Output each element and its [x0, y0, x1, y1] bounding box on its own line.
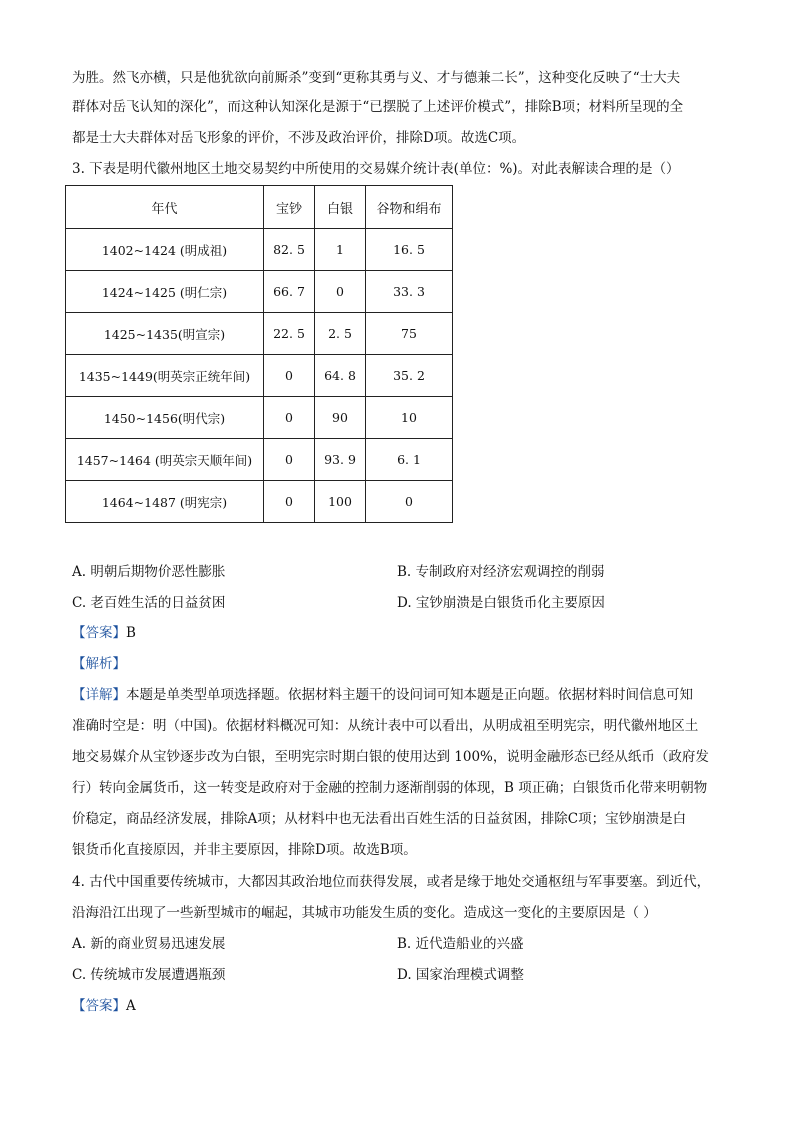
- q3-stem: 3. 下表是明代徽州地区土地交易契约中所使用的交易媒介统计表(单位：%)。对此表解读合理的是（）: [72, 161, 680, 177]
- table-cell: 82. 5: [264, 229, 315, 271]
- q3-detail-line-3: 地交易媒介从宝钞逐步改为白银，至明宪宗时期白银的使用达到 100%，说明金融形态已经从纸币（政府发: [72, 749, 709, 765]
- table-cell: 90: [315, 397, 366, 439]
- table-row: [66, 481, 453, 523]
- q4-stem-line-1: 4. 古代中国重要传统城市，大都因其政治地位而获得发展，或者是缘于地处交通枢纽与军事要塞。到近代，: [72, 874, 711, 890]
- q3-detail-line-1: [72, 685, 693, 705]
- q3-option-d: D. 宝钞崩溃是白银货币化主要原因: [397, 595, 605, 611]
- header-cell: 谷物和绢布: [366, 186, 453, 229]
- analysis-tag: 【解析】: [72, 656, 126, 672]
- table-row: [66, 397, 453, 439]
- q3-detail-line-5: 价稳定，商品经济发展，排除A项；从材料中也无法看出百姓生活的日益贫困，排除C项；宝钞崩溃是白: [72, 811, 687, 827]
- table-cell: 1464~1487 (明宪宗): [66, 481, 264, 523]
- q3-analysis-tag: [72, 654, 126, 674]
- q3-detail-line-4: 行）转向金属货币，这一转变是政府对于金融的控制力逐渐削弱的体现，B 项正确；白银货币化带来明朝物: [72, 780, 708, 796]
- table-cell: 1435~1449(明英宗正统年间): [66, 355, 264, 397]
- detail-tag: 【详解】: [72, 687, 126, 703]
- table-row: [66, 229, 453, 271]
- table-cell: 0: [264, 355, 315, 397]
- header-cell: 年代: [66, 186, 264, 229]
- table-cell: 64. 8: [315, 355, 366, 397]
- table-cell: 93. 9: [315, 439, 366, 481]
- table-cell: 6. 1: [366, 439, 453, 481]
- q4-stem-line-2: 沿海沿江出现了一些新型城市的崛起，其城市功能发生质的变化。造成这一变化的主要原因是（ ）: [72, 905, 657, 921]
- table-cell: 0: [264, 439, 315, 481]
- exchange-medium-table: [65, 185, 453, 523]
- answer-tag: 【答案】: [72, 625, 126, 641]
- answer-tag: 【答案】: [72, 998, 126, 1014]
- q4-option-c: C. 传统城市发展遭遇瓶颈: [72, 967, 226, 983]
- q3-answer-line: [72, 623, 136, 643]
- table-cell: 35. 2: [366, 355, 453, 397]
- intro-line-3: 都是士大夫群体对岳飞形象的评价，不涉及政治评价，排除D项。故选C项。: [72, 130, 526, 146]
- table-cell: 1402~1424 (明成祖): [66, 229, 264, 271]
- table-cell: 2. 5: [315, 313, 366, 355]
- table-cell: 0: [264, 481, 315, 523]
- table-cell: 0: [366, 481, 453, 523]
- table-header-row: [66, 186, 453, 229]
- table-cell: 1: [315, 229, 366, 271]
- table-row: [66, 271, 453, 313]
- detail-text: 本题是单类型单项选择题。依据材料主题干的设问词可知本题是正向题。依据材料时间信息可知: [126, 687, 693, 703]
- answer-value: B: [126, 625, 136, 641]
- intro-line-1: 为胜。然飞亦横，只是他犹欲向前厮杀”变到“更称其勇与义、才与德兼二长”，这种变化反映了“士大夫: [72, 70, 681, 86]
- answer-value: A: [126, 998, 136, 1014]
- table-cell: 75: [366, 313, 453, 355]
- header-cell: 白银: [315, 186, 366, 229]
- q3-detail-line-2: 准确时空是：明（中国)。依据材料概况可知：从统计表中可以看出，从明成祖至明宪宗，明代徽州地区土: [72, 718, 699, 734]
- intro-line-2: 群体对岳飞认知的深化”，而这种认知深化是源于“已摆脱了上述评价模式”，排除B项；材料所呈现的全: [72, 99, 684, 115]
- table-cell: 1425~1435(明宣宗): [66, 313, 264, 355]
- table-cell: 33. 3: [366, 271, 453, 313]
- table-cell: 1457~1464 (明英宗天顺年间): [66, 439, 264, 481]
- table-row: [66, 355, 453, 397]
- header-cell: 宝钞: [264, 186, 315, 229]
- table-cell: 100: [315, 481, 366, 523]
- q4-option-a: A. 新的商业贸易迅速发展: [72, 936, 226, 952]
- table-cell: 22. 5: [264, 313, 315, 355]
- q3-option-a: A. 明朝后期物价恶性膨胀: [72, 564, 226, 580]
- table-cell: 10: [366, 397, 453, 439]
- table-cell: 16. 5: [366, 229, 453, 271]
- table-cell: 1424~1425 (明仁宗): [66, 271, 264, 313]
- q3-option-b: B. 专制政府对经济宏观调控的削弱: [397, 564, 605, 580]
- q4-answer-line: [72, 996, 136, 1016]
- q3-option-c: C. 老百姓生活的日益贫困: [72, 595, 226, 611]
- q4-option-b: B. 近代造船业的兴盛: [397, 936, 524, 952]
- q3-detail-line-6: 银货币化直接原因，并非主要原因，排除D项。故选B项。: [72, 842, 417, 858]
- table-row: [66, 313, 453, 355]
- table-cell: 1450~1456(明代宗): [66, 397, 264, 439]
- table-cell: 0: [315, 271, 366, 313]
- table-row: [66, 439, 453, 481]
- table-cell: 66. 7: [264, 271, 315, 313]
- q4-option-d: D. 国家治理模式调整: [397, 967, 524, 983]
- table-cell: 0: [264, 397, 315, 439]
